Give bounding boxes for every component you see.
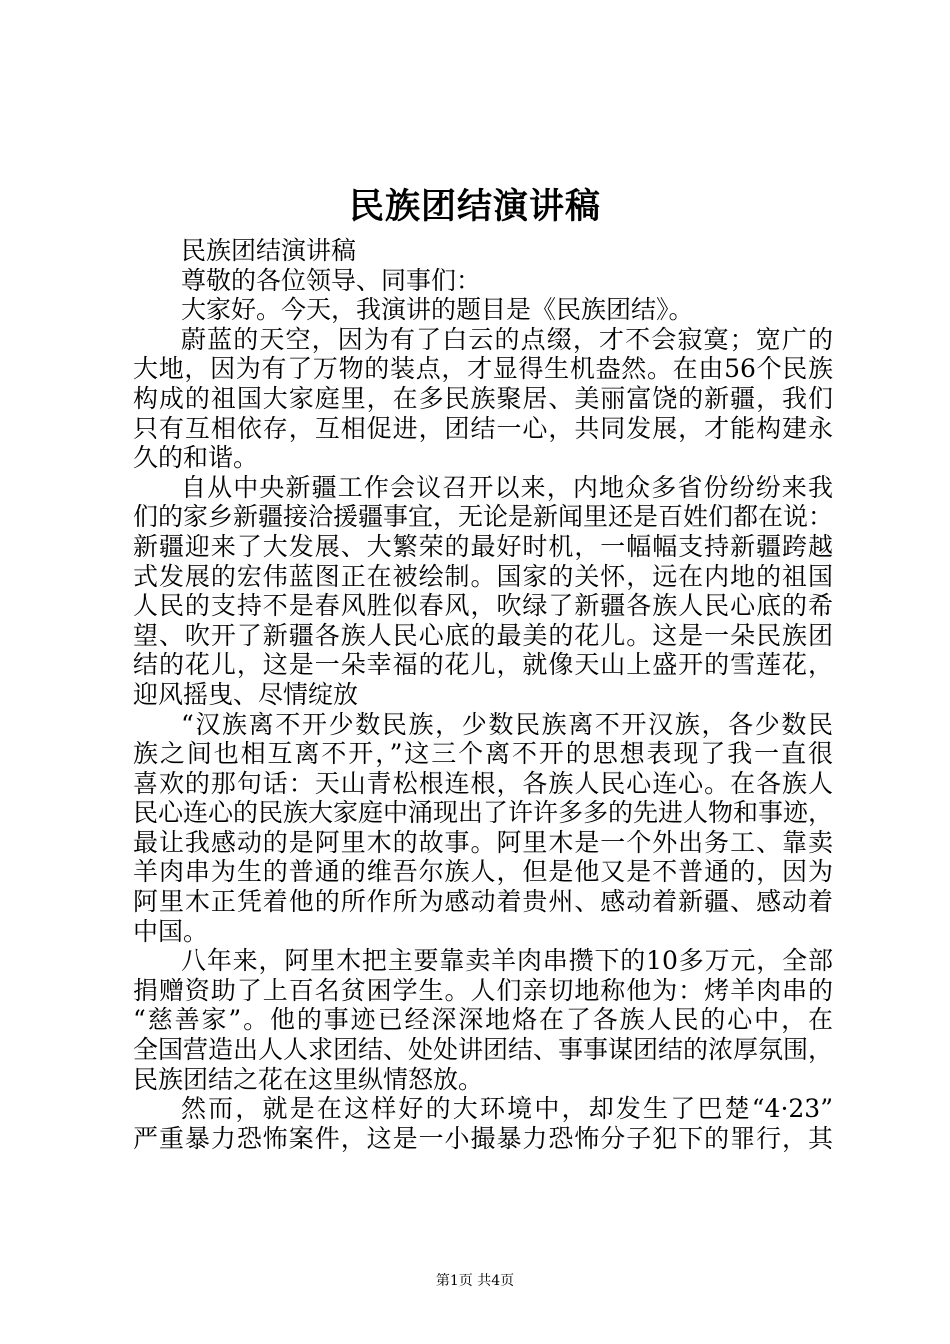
- text-line: 式发展的宏伟蓝图正在被绘制。国家的关怀，远在内地的祖国: [133, 561, 833, 591]
- text-line: 尊敬的各位领导、同事们：: [181, 265, 482, 295]
- text-line: 望、吹开了新疆各族人民心底的最美的花儿。这是一朵民族团: [133, 620, 833, 650]
- text-line: 族之间也相互离不开，”这三个离不开的思想表现了我一直很: [133, 739, 833, 769]
- text-line: 迎风摇曳、尽情绽放: [133, 679, 359, 709]
- text-line: 民族团结之花在这里纵情怒放。: [133, 1064, 484, 1094]
- text-line: 人民的支持不是春风胜似春风，吹绿了新疆各族人民心底的希: [133, 591, 833, 621]
- text-line: 全国营造出人人求团结、处处讲团结、事事谋团结的浓厚氛围，: [133, 1035, 834, 1065]
- text-line: 只有互相依存，互相促进，团结一心，共同发展，才能构建永: [133, 413, 833, 443]
- text-line: 最让我感动的是阿里木的故事。阿里木是一个外出务工、靠卖: [133, 827, 833, 857]
- text-line: 们的家乡新疆接洽援疆事宜，无论是新闻里还是百姓们都在说：: [133, 502, 834, 532]
- text-line: 民族团结演讲稿: [181, 236, 357, 265]
- text-line: “汉族离不开少数民族，少数民族离不开汉族，各少数民: [181, 709, 833, 739]
- text-line: 阿里木正凭着他的所作所为感动着贵州、感动着新疆、感动着: [133, 887, 833, 917]
- text-line: 构成的祖国大家庭里，在多民族聚居、美丽富饶的新疆，我们: [133, 383, 833, 413]
- text-line: 八年来，阿里木把主要靠卖羊肉串攒下的10多万元，全部: [181, 946, 833, 976]
- text-line: 然而，就是在这样好的大环境中，却发生了巴楚“4·23”: [181, 1094, 833, 1124]
- document-body: [133, 236, 833, 1153]
- text-line: 久的和谐。: [133, 443, 259, 473]
- text-line: “慈善家”。他的事迹已经深深地烙在了各族人民的心中，在: [133, 1005, 833, 1035]
- text-line: 蔚蓝的天空，因为有了白云的点缀，才不会寂寞；宽广的: [181, 324, 833, 354]
- text-line: 严重暴力恐怖案件，这是一小撮暴力恐怖分子犯下的罪行，其: [133, 1123, 833, 1153]
- document-title: 民族团结演讲稿: [348, 186, 601, 227]
- text-line: 捐赠资助了上百名贫困学生。人们亲切地称他为：烤羊肉串的: [133, 975, 833, 1005]
- text-line: 民心连心的民族大家庭中涌现出了许许多多的先进人物和事迹，: [133, 798, 834, 828]
- text-line: 喜欢的那句话：天山青松根连根，各族人民心连心。在各族人: [133, 768, 833, 798]
- text-line: 结的花儿，这是一朵幸福的花儿，就像天山上盛开的雪莲花，: [133, 650, 833, 680]
- text-line: 羊肉串为生的普通的维吾尔族人，但是他又是不普通的，因为: [133, 857, 833, 887]
- text-line: 自从中央新疆工作会议召开以来，内地众多省份纷纷来我: [181, 472, 833, 502]
- text-line: 大家好。今天，我演讲的题目是《民族团结》。: [181, 295, 694, 325]
- text-line: 新疆迎来了大发展、大繁荣的最好时机，一幅幅支持新疆跨越: [133, 531, 833, 561]
- page-number-footer: 第1页 共4页: [435, 1273, 515, 1289]
- text-line: 中国。: [133, 916, 209, 946]
- text-line: 大地，因为有了万物的装点，才显得生机盎然。在由56个民族: [133, 354, 833, 384]
